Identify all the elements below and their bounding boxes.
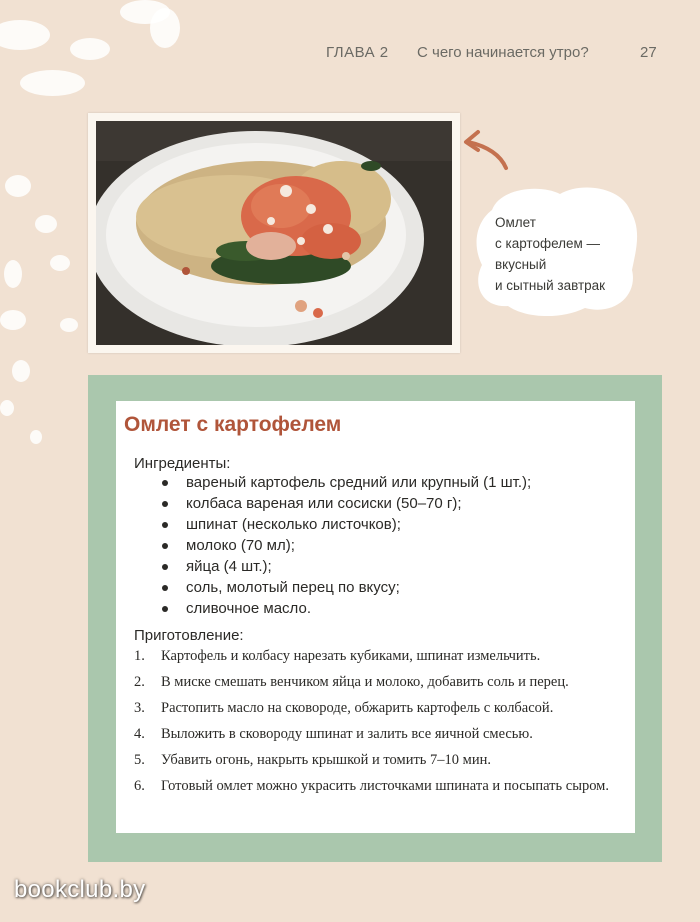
step-number: 4. — [134, 726, 145, 742]
preparation-heading: Приготовление: — [134, 627, 244, 644]
watermark: bookclub.by — [14, 876, 146, 903]
step-number: 3. — [134, 700, 145, 716]
decor-blob — [150, 8, 180, 48]
ingredient-text: вареный картофель средний или крупный (1 шт.); — [186, 474, 532, 491]
decor-blob — [12, 360, 30, 382]
step-text: В миске смешать венчиком яйца и молоко, добавить соль и перец. — [161, 674, 569, 690]
bullet-icon — [162, 501, 168, 507]
caption-line: вкусный — [495, 257, 547, 272]
ingredient-text: шпинат (несколько листочков); — [186, 516, 401, 533]
step-item — [134, 647, 634, 666]
ingredient-item — [160, 556, 531, 577]
running-header — [0, 44, 700, 68]
decor-blob — [50, 255, 70, 271]
decor-blob — [0, 400, 14, 416]
page-number: 27 — [640, 44, 657, 61]
step-number: 6. — [134, 778, 145, 794]
ingredient-text: соль, молотый перец по вкусу; — [186, 579, 400, 596]
bullet-icon — [162, 480, 168, 486]
step-text: Картофель и колбасу нарезать кубиками, шпинат измельчить. — [161, 648, 541, 664]
ingredients-list — [160, 472, 531, 619]
chapter-label: ГЛАВА 2 — [326, 44, 389, 61]
step-item — [134, 725, 634, 744]
decor-blob — [60, 318, 78, 332]
decor-blob — [5, 175, 31, 197]
ingredient-item — [160, 493, 531, 514]
omelet-photo-frame — [88, 113, 460, 353]
bullet-icon — [162, 543, 168, 549]
step-item — [134, 751, 634, 770]
decor-blob — [0, 310, 26, 330]
step-text: Готовый омлет можно украсить листочками шпината и посыпать сыром. — [161, 778, 609, 794]
step-number: 1. — [134, 648, 145, 664]
photo-caption — [495, 212, 645, 296]
ingredient-text: колбаса вареная или сосиски (50–70 г); — [186, 495, 462, 512]
caption-line: с картофелем — — [495, 236, 601, 251]
ingredient-item — [160, 514, 531, 535]
caption-line: и сытный завтрак — [495, 278, 606, 293]
caption-line: Омлет — [495, 215, 536, 230]
omelet-photo — [96, 121, 452, 345]
chapter-title: С чего начинается утро? — [417, 44, 589, 61]
decor-blob — [4, 260, 22, 288]
step-text: Растопить масло на сковороде, обжарить картофель с колбасой. — [161, 700, 554, 716]
step-item — [134, 673, 634, 692]
step-number: 2. — [134, 674, 145, 690]
bullet-icon — [162, 585, 168, 591]
bullet-icon — [162, 564, 168, 570]
preparation-steps — [134, 647, 634, 803]
step-text: Убавить огонь, накрыть крышкой и томить 7–10 мин. — [161, 752, 491, 768]
step-number: 5. — [134, 752, 145, 768]
ingredient-text: яйца (4 шт.); — [186, 558, 272, 575]
ingredient-text: сливочное масло. — [186, 600, 311, 617]
ingredient-item — [160, 472, 531, 493]
ingredient-text: молоко (70 мл); — [186, 537, 295, 554]
recipe-title: Омлет с картофелем — [124, 413, 342, 436]
ingredient-item — [160, 535, 531, 556]
decor-blob — [30, 430, 42, 444]
step-item — [134, 777, 634, 796]
ingredient-item — [160, 577, 531, 598]
ingredients-heading: Ингредиенты: — [134, 455, 231, 472]
decor-blob — [35, 215, 57, 233]
step-item — [134, 699, 634, 718]
decor-blob — [20, 70, 85, 96]
step-text: Выложить в сковороду шпинат и залить все яичной смесью. — [161, 726, 533, 742]
bullet-icon — [162, 522, 168, 528]
bullet-icon — [162, 606, 168, 612]
curved-arrow-icon — [462, 128, 512, 177]
ingredient-item — [160, 598, 531, 619]
